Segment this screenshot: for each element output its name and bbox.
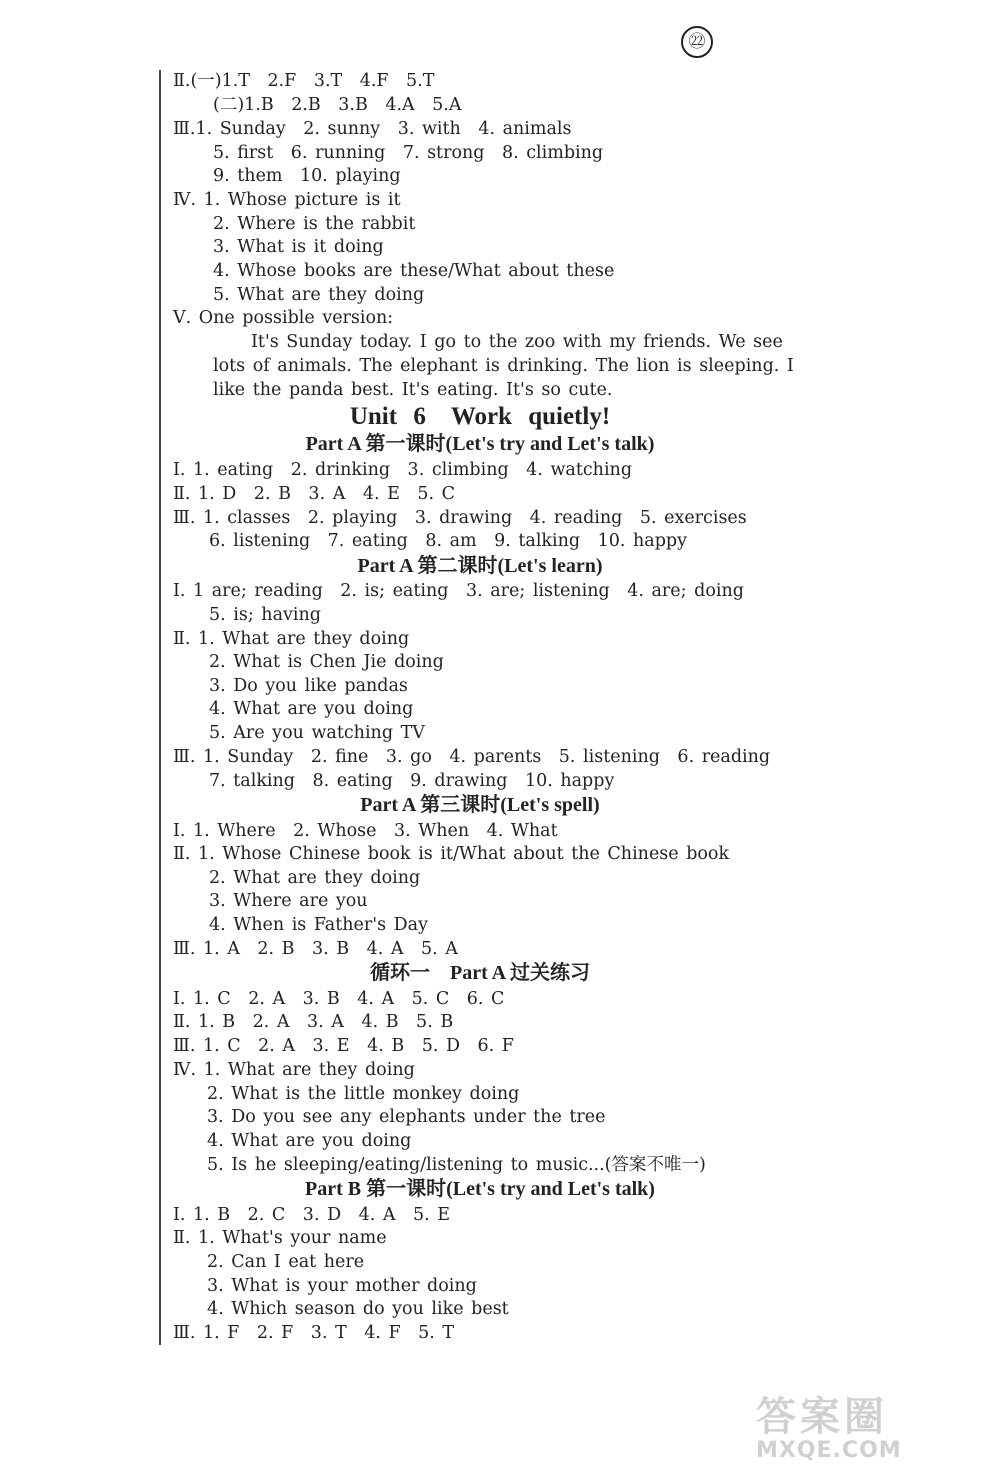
answer-line: Ⅲ. 1. classes 2. playing 3. drawing 4. reading 5. exercises — [173, 508, 747, 528]
answer-line: Ⅰ. 1. B 2. C 3. D 4. A 5. E — [173, 1205, 451, 1225]
answer-line: Ⅱ.(一)1.T 2.F 3.T 4.F 5.T — [173, 71, 435, 91]
answer-line: (二)1.B 2.B 3.B 4.A 5.A — [213, 95, 462, 115]
answer-line: 6. listening 7. eating 8. am 9. talking 10. happy — [209, 531, 687, 551]
answer-line: 4. When is Father's Day — [209, 915, 428, 935]
answer-line: 4. Whose books are these/What about these — [213, 261, 615, 281]
answer-line: 5. What are they doing — [213, 285, 425, 305]
answer-line: Ⅱ. 1. D 2. B 3. A 4. E 5. C — [173, 484, 456, 504]
answer-line: Ⅰ. 1. Where 2. Whose 3. When 4. What — [173, 821, 558, 841]
lesson-heading: Part A 第一课时(Let's try and Let's talk) — [305, 433, 655, 455]
answer-line: Ⅱ. 1. What's your name — [173, 1228, 387, 1248]
lesson-heading: Part A 第三课时(Let's spell) — [360, 794, 600, 816]
answer-line: 2. Where is the rabbit — [213, 214, 416, 234]
answer-line: 3. Where are you — [209, 891, 368, 911]
answer-line: Ⅱ. 1. Whose Chinese book is it/What about the Chinese book — [173, 844, 730, 864]
watermark — [756, 1395, 986, 1465]
answer-line: 2. What is Chen Jie doing — [209, 652, 444, 672]
answer-line: 2. What are they doing — [209, 868, 421, 888]
answer-line: 4. What are you doing — [209, 699, 414, 719]
unit-title: Unit 6 Work quietly! — [349, 403, 611, 430]
answer-line: 2. What is the little monkey doing — [207, 1084, 520, 1104]
answer-line: 4. What are you doing — [207, 1131, 412, 1151]
page-number: ㉒ — [681, 26, 713, 58]
answer-line: 3. Do you like pandas — [209, 676, 408, 696]
answer-line: Ⅴ. One possible version: — [173, 308, 394, 328]
watermark-logo-text: 答案圈 — [756, 1394, 888, 1440]
answer-line: Ⅲ. 1. Sunday 2. fine 3. go 4. parents 5. listening 6. reading — [173, 747, 771, 767]
answer-line: Ⅲ. 1. F 2. F 3. T 4. F 5. T — [173, 1323, 455, 1343]
lesson-heading: Part A 第二课时(Let's learn) — [357, 555, 603, 577]
answer-line: 5. first 6. running 7. strong 8. climbing — [213, 143, 604, 163]
answer-line: Ⅲ. 1. A 2. B 3. B 4. A 5. A — [173, 939, 458, 959]
answer-line: like the panda best. It's eating. It's so cute. — [213, 380, 613, 400]
answer-line: Ⅰ. 1. eating 2. drinking 3. climbing 4. watching — [173, 460, 633, 480]
answer-line: Ⅱ. 1. B 2. A 3. A 4. B 5. B — [173, 1012, 454, 1032]
answer-line: 5. Is he sleeping/eating/listening to music...(答案不唯一) — [207, 1155, 706, 1175]
answer-line: 5. Are you watching TV — [209, 723, 425, 743]
answer-line: Ⅲ.1. Sunday 2. sunny 3. with 4. animals — [173, 119, 572, 139]
answer-line: 3. What is it doing — [213, 237, 384, 257]
answer-line: Ⅱ. 1. What are they doing — [173, 629, 410, 649]
answer-line: lots of animals. The elephant is drinking. The lion is sleeping. I — [213, 356, 794, 376]
answer-line: 7. talking 8. eating 9. drawing 10. happy — [209, 771, 615, 791]
answer-line: 5. is; having — [209, 605, 321, 625]
lesson-heading: 循环一 Part A 过关练习 — [370, 962, 590, 984]
answer-line: 4. Which season do you like best — [207, 1299, 509, 1319]
answer-line: Ⅲ. 1. C 2. A 3. E 4. B 5. D 6. F — [173, 1036, 514, 1056]
lesson-heading: Part B 第一课时(Let's try and Let's talk) — [305, 1178, 655, 1200]
answer-line: Ⅰ. 1. C 2. A 3. B 4. A 5. C 6. C — [173, 989, 505, 1009]
answer-line: Ⅳ. 1. Whose picture is it — [173, 190, 401, 210]
answer-line: Ⅳ. 1. What are they doing — [173, 1060, 415, 1080]
answer-line: 3. What is your mother doing — [207, 1276, 477, 1296]
answer-line: 9. them 10. playing — [213, 166, 401, 186]
answer-line: It's Sunday today. I go to the zoo with my friends. We see — [251, 332, 783, 352]
answer-line: Ⅰ. 1 are; reading 2. is; eating 3. are; listening 4. are; doing — [173, 581, 744, 601]
answer-line: 2. Can I eat here — [207, 1252, 365, 1272]
answer-line: 3. Do you see any elephants under the tree — [207, 1107, 606, 1127]
watermark-site: MXQE.COM — [756, 1438, 902, 1463]
